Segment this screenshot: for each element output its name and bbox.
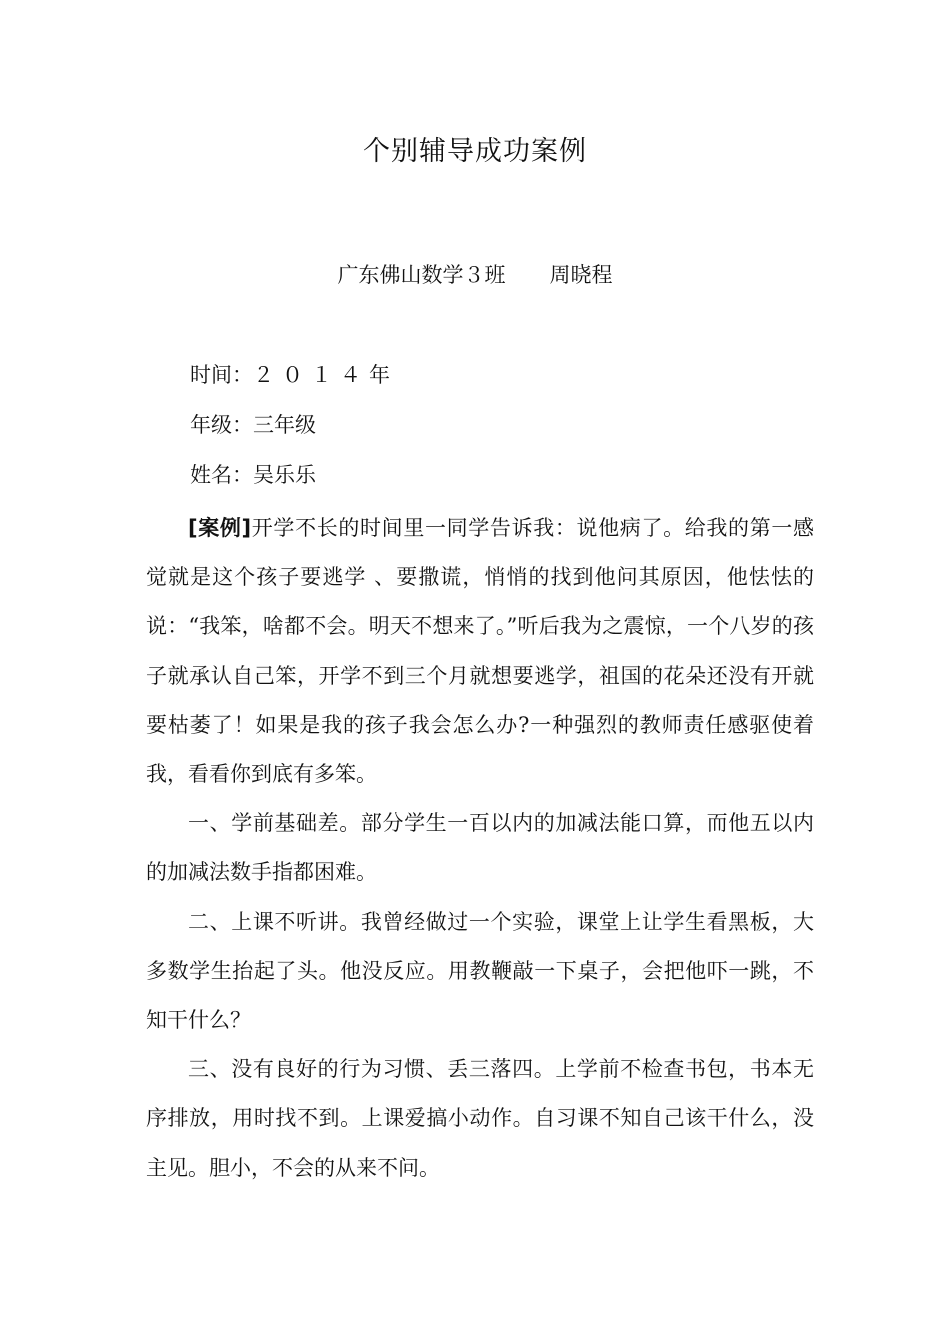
case-text: 开学不长的时间里一同学告诉我：说他病了。给我的第一感觉就是这个孩子要逃学 、要撒谎，悄悄的找到他问其原因，他怯怯的说：“我笨，啥都不会。明天不想来了。”听后我为之震惊，一个八岁的孩子就承认自己笨，开学不到三个月就想要逃学，祖国的花朵还没有开就要枯萎了！如果是我的孩子我会怎么办?一种强烈的教师责任感驱使着我，看看你到底有多笨。: [146, 516, 814, 787]
meta-grade-value: 三年级: [253, 413, 316, 437]
author-affiliation: 广东佛山数学３班: [337, 263, 506, 287]
point-paragraph-2: 二、上课不听讲。我曾经做过一个实验，课堂上让学生看黑板，大多数学生抬起了头。他没反应。用教鞭敲一下桌子，会把他吓一跳，不知干什么？: [146, 909, 814, 1033]
meta-time-label: 时间：: [190, 363, 253, 387]
meta-name-label: 姓名：: [190, 463, 253, 487]
meta-time-value: ２０１４年: [253, 363, 398, 387]
point-paragraph-1: 一、学前基础差。部分学生一百以内的加减法能口算，而他五以内的加减法数手指都困难。: [146, 811, 814, 885]
meta-time: [190, 358, 398, 392]
document-title: 个别辅导成功案例: [363, 136, 587, 167]
case-tag: [案例]: [188, 516, 252, 540]
meta-grade: [190, 408, 316, 442]
point-paragraph-3: 三、没有良好的行为习惯、丢三落四。上学前不检查书包，书本无序排放，用时找不到。上课爱搞小动作。自习课不知自己该干什么，没主见。胆小，不会的从来不问。: [146, 1057, 814, 1180]
document-body: [146, 504, 814, 1193]
meta-student-name: [190, 458, 316, 492]
case-paragraph: [146, 504, 814, 799]
meta-grade-label: 年级：: [190, 413, 253, 437]
author-line: [0, 258, 950, 292]
meta-name-value: 吴乐乐: [253, 463, 316, 487]
author-name: 周晓程: [549, 263, 613, 287]
